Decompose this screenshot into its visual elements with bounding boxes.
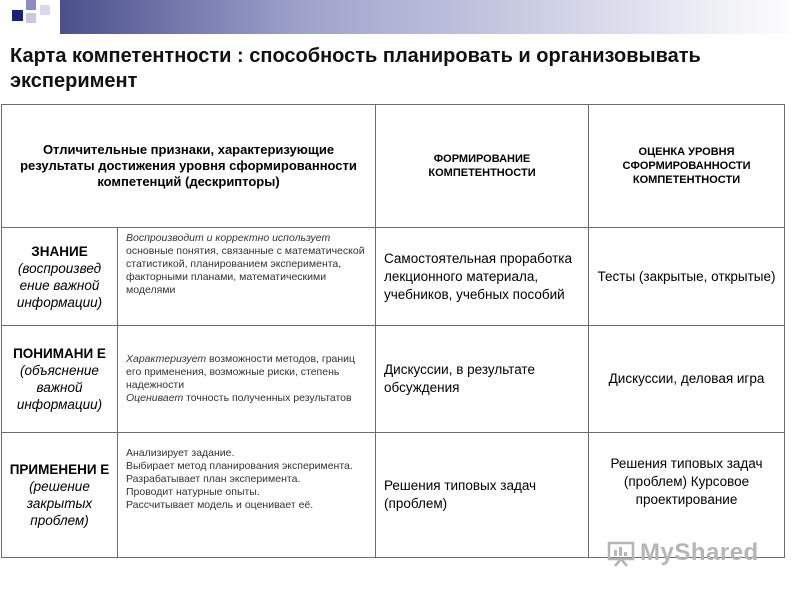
level-title: ПОНИМАНИ Е xyxy=(13,346,106,361)
descriptor-line: Характеризует возможности методов, границ его применения, возможные риски, степень надежности xyxy=(126,353,356,391)
evaluation-cell: Дискуссии, деловая игра xyxy=(589,326,785,433)
descriptor-line: Анализирует задание. xyxy=(126,447,235,459)
header-descriptors: Отличительные признаки, характеризующие результаты достижения уровня сформированности компетенций (дескрипторы) xyxy=(2,105,376,228)
level-note: (решение закрытых проблем) xyxy=(26,479,93,528)
header-evaluation: ОЦЕНКА УРОВНЯ СФОРМИРОВАННОСТИ КОМПЕТЕНТНОСТИ xyxy=(589,105,785,228)
formation-cell: Самостоятельная проработка лекционного материала, учебников, учебных пособий xyxy=(376,228,589,326)
formation-cell: Дискуссии, в результате обсуждения xyxy=(376,326,589,433)
level-cell xyxy=(2,326,118,433)
level-title: ПРИМЕНЕНИ Е xyxy=(9,462,110,477)
decorative-square xyxy=(12,10,23,21)
descriptor-line: Разрабатывает план эксперимента. xyxy=(126,473,301,485)
formation-cell: Решения типовых задач (проблем) xyxy=(376,433,589,558)
level-note: (объяснение важной информации) xyxy=(16,363,103,412)
descriptor-line: Проводит натурные опыты. xyxy=(126,486,260,498)
watermark-text: MyShared xyxy=(640,539,759,566)
level-cell xyxy=(2,228,118,326)
competence-table xyxy=(1,104,785,558)
evaluation-cell: Решения типовых задач (проблем) Курсовое проектирование xyxy=(589,433,785,558)
table-header-row xyxy=(2,105,785,228)
level-cell xyxy=(2,433,118,558)
header-formation: ФОРМИРОВАНИЕ КОМПЕТЕНТНОСТИ xyxy=(376,105,589,228)
descriptor-line: Оценивает точность полученных результатов xyxy=(126,392,352,404)
evaluation-cell: Тесты (закрытые, открытые) xyxy=(589,228,785,326)
descriptor-line: Рассчитывает модель и оценивает её. xyxy=(126,499,314,511)
table-row xyxy=(2,228,785,326)
decorative-square xyxy=(26,0,36,10)
presentation-icon xyxy=(606,538,636,568)
decorative-top-band xyxy=(0,0,800,34)
descriptor-line: Выбирает метод планирования эксперимента. xyxy=(126,460,353,472)
descriptor-cell xyxy=(118,433,376,558)
descriptor-cell xyxy=(118,228,376,326)
slide-title: Карта компетентности : способность планировать и организовывать эксперимент xyxy=(10,45,701,92)
descriptor-line: Воспроизводит и корректно использует основные понятия, связанные с математической статистикой, планированием эксперимента, факторными планами, математическими моделями xyxy=(126,232,365,296)
table-row xyxy=(2,326,785,433)
level-title: ЗНАНИЕ xyxy=(31,243,88,259)
watermark xyxy=(606,538,759,568)
descriptor-cell xyxy=(118,326,376,433)
decorative-square xyxy=(40,5,50,15)
level-note: (воспроизвед ение важной информации) xyxy=(16,260,103,310)
decorative-square xyxy=(26,13,36,23)
